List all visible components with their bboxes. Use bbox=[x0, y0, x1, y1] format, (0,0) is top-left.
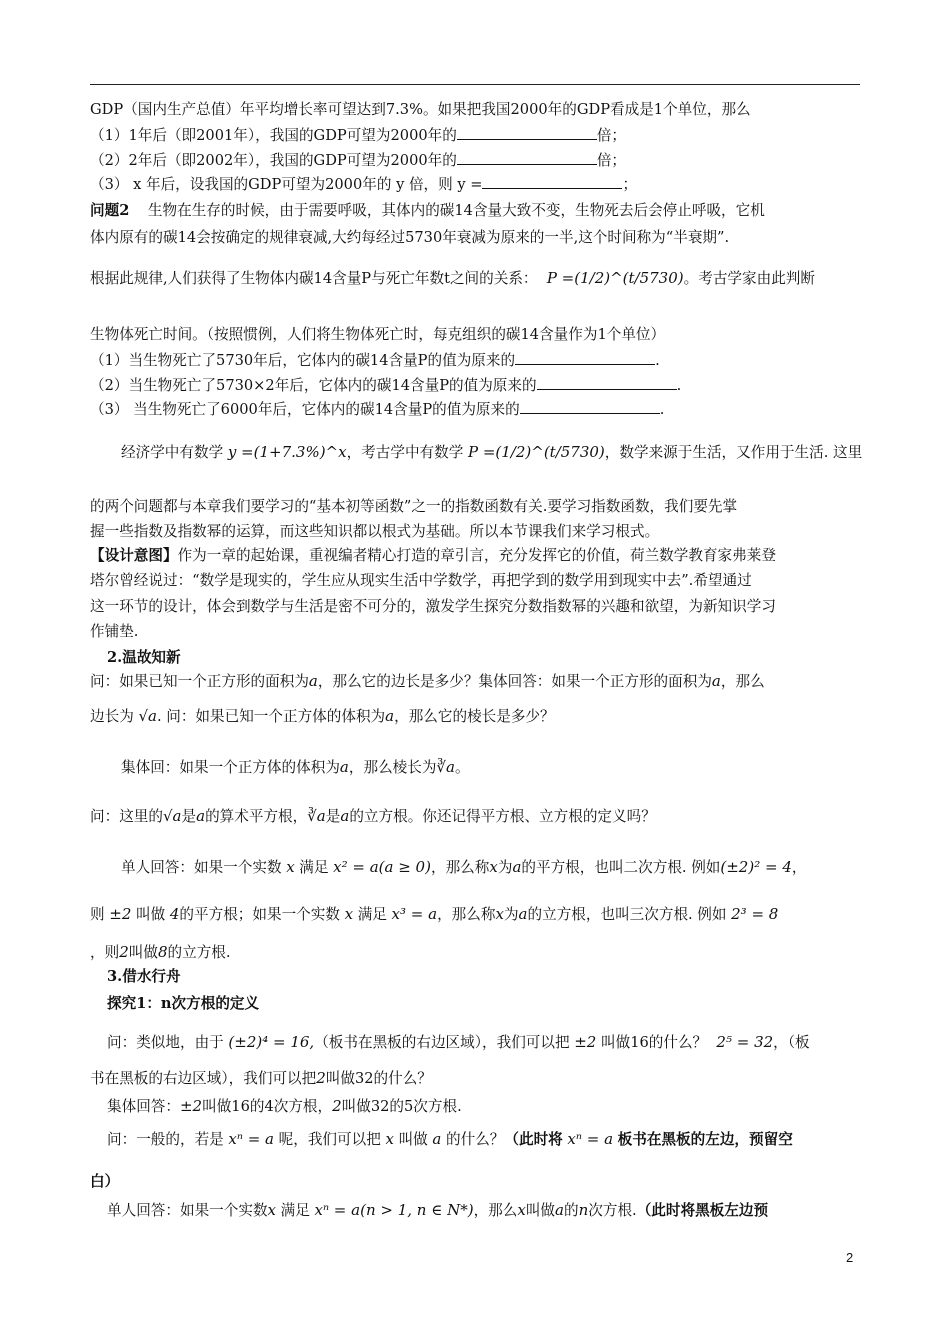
problem2-q2: （2）当生物死亡了5730×2年后，它体内的碳14含量P的值为原来的 . bbox=[90, 377, 682, 394]
review-line4: 问：这里的√a是a的算术平方根，∛a是a的立方根。你还记得平方根、立方根的定义吗？ bbox=[90, 807, 656, 825]
review-line7: ，则2叫做8的立方根. bbox=[90, 943, 231, 961]
section-heading-3: 3.借水行舟 bbox=[107, 968, 181, 985]
summary-line2: 的两个问题都与本章我们要学习的“基本初等函数”之一的指数函数有关.要学习指数函数，我们要先掌 bbox=[90, 498, 738, 515]
problem2-line1: 问题2 生物在生存的时候，由于需要呼吸，其体内的碳14含量大致不变，生物死去后会停止呼吸，它机 bbox=[90, 202, 765, 219]
review-line3: 集体回：如果一个正方体的体积为a，那么棱长为∛a。 bbox=[121, 758, 470, 776]
decay-formula: P =(1/2)^(t/5730) bbox=[546, 269, 684, 287]
explore1-line4: 问：一般的，若是 xⁿ = a 呢，我们可以把 x 叫做 a 的什么？（此时将 xⁿ = a 板书在黑板的左边，预留空 bbox=[107, 1130, 793, 1148]
answer-blank[interactable] bbox=[537, 375, 677, 390]
explore1-line3: 集体回答：±2叫做16的4次方根，2叫做32的5次方根. bbox=[107, 1097, 462, 1115]
header-rule bbox=[90, 84, 860, 85]
review-line5: 单人回答：如果一个实数 x 满足 x² = a(a ≥ 0)，那么称x为a的平方根，也叫二次方根. 例如(±2)² = 4， bbox=[121, 858, 807, 876]
gdp-intro-line: GDP（国内生产总值）年平均增长率可望达到7.3%。如果把我国2000年的GDP看成是1个单位，那么 bbox=[90, 101, 751, 118]
problem2-q1: （1）当生物死亡了5730年后，它体内的碳14含量P的值为原来的 . bbox=[90, 352, 660, 369]
decay-formula-2: P =(1/2)^(t/5730) bbox=[467, 443, 605, 461]
summary-line3: 握一些指数及指数幂的运算，而这些知识都以根式为基础。所以本节课我们来学习根式。 bbox=[90, 523, 660, 540]
design-intent-line4: 作铺垫. bbox=[90, 623, 139, 640]
problem2-label: 问题2 bbox=[90, 202, 130, 219]
explore1-line6: 单人回答：如果一个实数x 满足 xⁿ = a(n > 1, n ∈ N*)，那么x叫做a的n次方根.（此时将黑板左边预 bbox=[107, 1201, 769, 1219]
design-intent-line3: 这一环节的设计，体会到数学与生活是密不可分的，激发学生探究分数指数幂的兴趣和欲望，为新知识学习 bbox=[90, 598, 776, 615]
review-line2: 边长为 √a. 问：如果已知一个正方体的体积为a，那么它的棱长是多少？ bbox=[90, 707, 555, 725]
problem2-line3: 根据此规律,人们获得了生物体内碳14含量P与死亡年数t之间的关系： P =(1/2)^(t/5730)。考古学家由此判断 bbox=[90, 269, 815, 287]
explore1-line2: 书在黑板的右边区域），我们可以把2叫做32的什么？ bbox=[90, 1069, 432, 1087]
gdp-formula: y =(1+7.3%)^x bbox=[227, 443, 347, 461]
design-intent-label: 【设计意图】 bbox=[90, 547, 178, 564]
answer-blank[interactable] bbox=[520, 399, 660, 414]
answer-blank[interactable] bbox=[482, 174, 622, 189]
answer-blank[interactable] bbox=[457, 150, 597, 165]
answer-blank[interactable] bbox=[457, 125, 597, 140]
section-heading-2: 2.温故知新 bbox=[107, 649, 181, 666]
gdp-q2: （2）2年后（即2002年），我国的GDP可望为2000年的 倍； bbox=[90, 152, 627, 169]
explore1-heading: 探究1：n次方根的定义 bbox=[107, 995, 260, 1012]
answer-blank[interactable] bbox=[515, 350, 655, 365]
explore1-line5: 白） bbox=[90, 1173, 120, 1190]
design-intent-line1: 【设计意图】作为一章的起始课，重视编者精心打造的章引言，充分发挥它的价值，荷兰数学教育家弗莱登 bbox=[90, 547, 776, 564]
problem2-line4: 生物体死亡时间。（按照惯例，人们将生物体死亡时，每克组织的碳14含量作为1个单位） bbox=[90, 326, 666, 343]
summary-line1: 经济学中有数学 y =(1+7.3%)^x，考古学中有数学 P =(1/2)^(t/5730)，数学来源于生活，又作用于生活. 这里 bbox=[121, 443, 863, 461]
problem2-q3: （3） 当生物死亡了6000年后，它体内的碳14含量P的值为原来的 . bbox=[90, 401, 665, 418]
review-line1: 问：如果已知一个正方形的面积为a，那么它的边长是多少？集体回答：如果一个正方形的面积为a，那么 bbox=[90, 672, 765, 690]
gdp-q3: （3） x 年后，设我国的GDP可望为2000年的 y 倍，则 y = ； bbox=[90, 176, 638, 193]
page-number: 2 bbox=[846, 1250, 854, 1265]
design-intent-line2: 塔尔曾经说过：“数学是现实的，学生应从现实生活中学数学，再把学到的数学用到现实中去”.希望通过 bbox=[90, 572, 752, 589]
gdp-q1: （1）1年后（即2001年），我国的GDP可望为2000年的 倍； bbox=[90, 127, 627, 144]
problem2-line2: 体内原有的碳14会按确定的规律衰减,大约每经过5730年衰减为原来的一半,这个时间称为“半衰期”. bbox=[90, 229, 730, 246]
explore1-line1: 问：类似地，由于 (±2)⁴ = 16,（板书在黑板的右边区域），我们可以把 ±2 叫做16的什么？ 2⁵ = 32，（板 bbox=[107, 1033, 810, 1051]
review-line6: 则 ±2 叫做 4的平方根；如果一个实数 x 满足 x³ = a，那么称x为a的立方根，也叫三次方根. 例如 2³ = 8 bbox=[90, 905, 779, 923]
